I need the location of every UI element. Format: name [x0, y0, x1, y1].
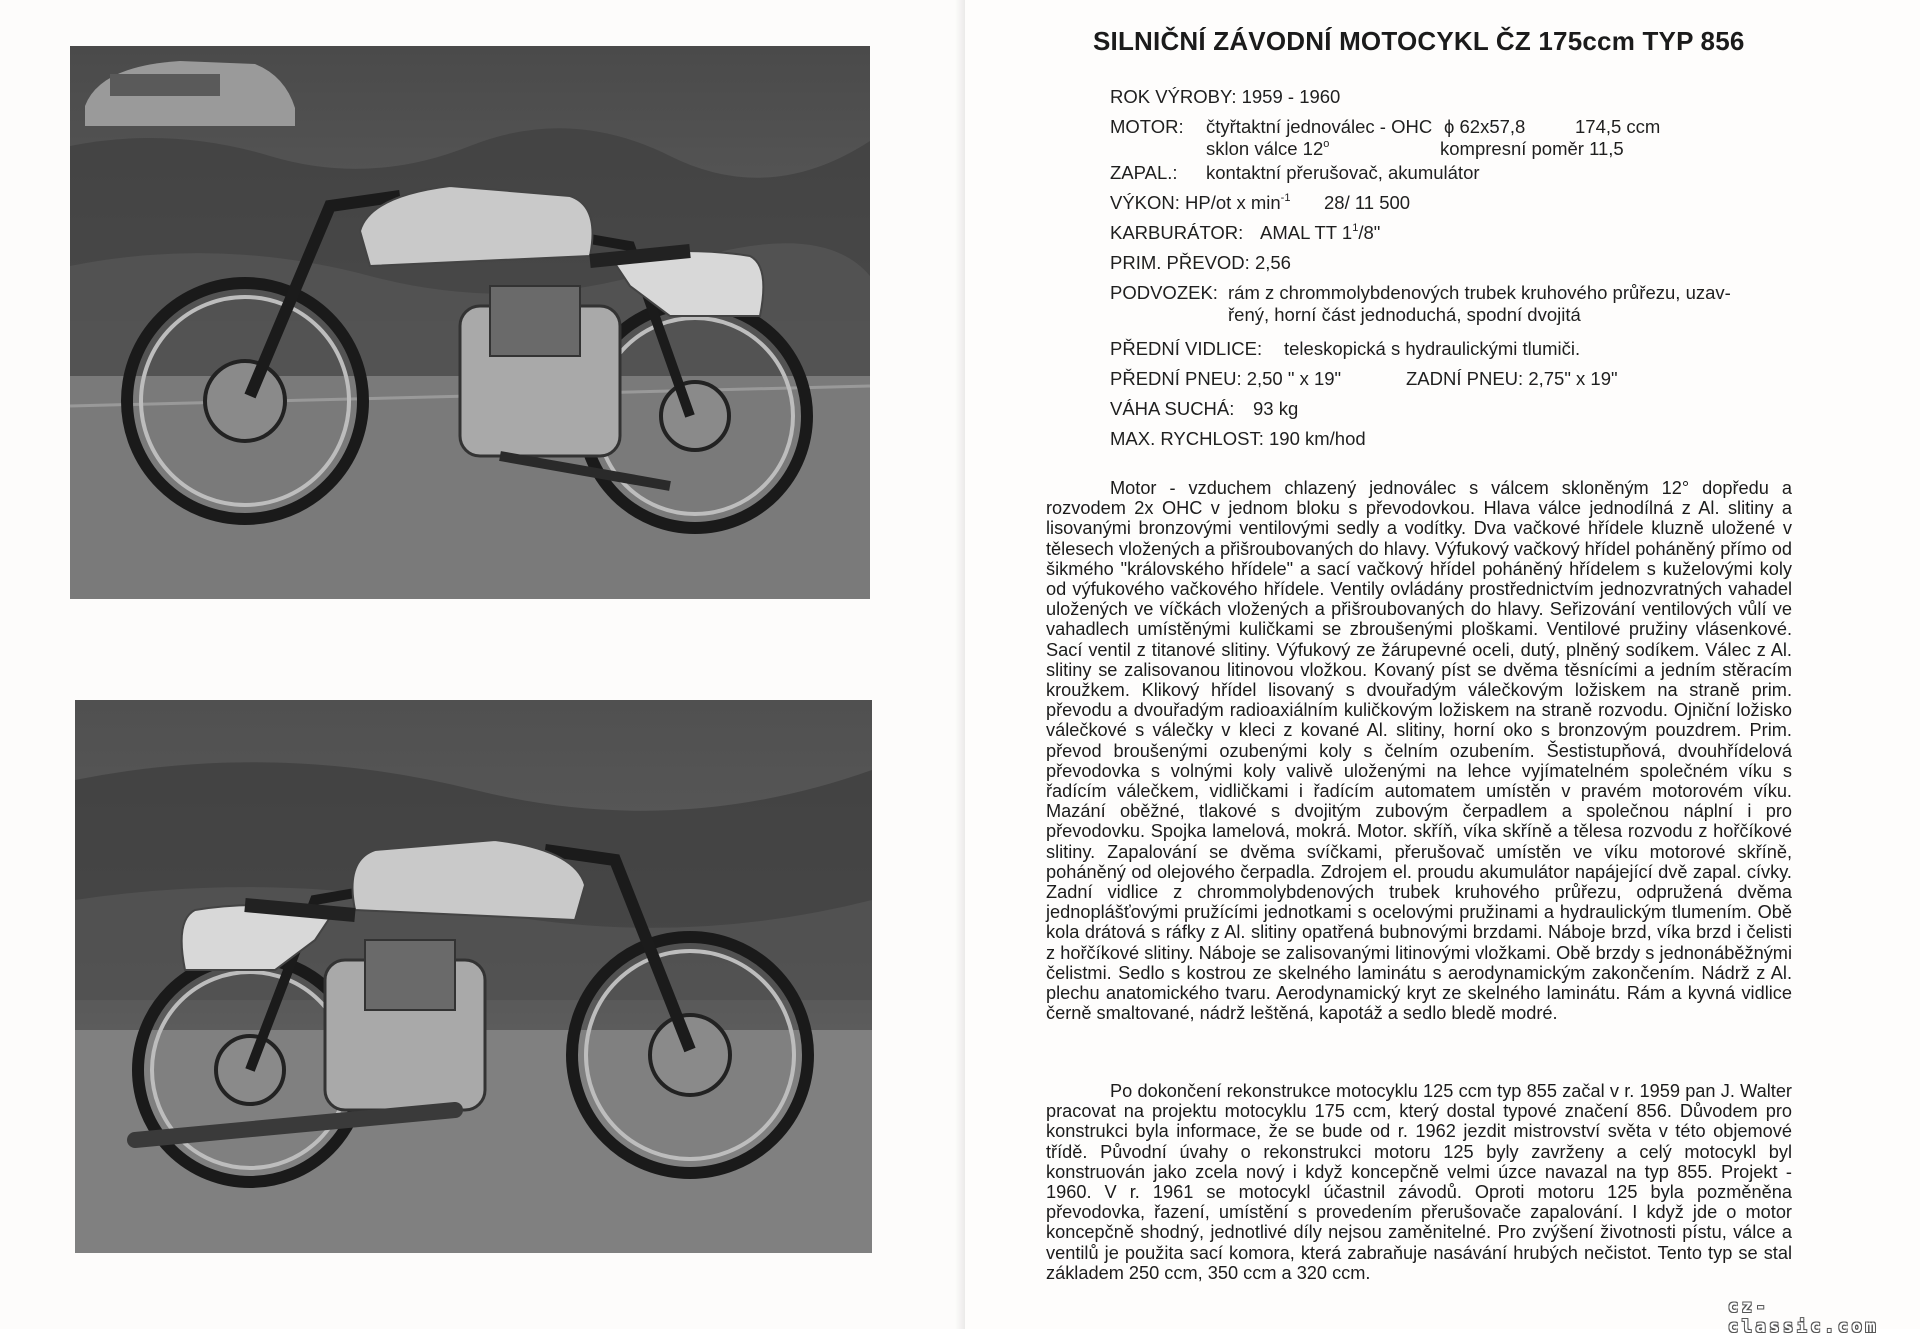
description-paragraph-1	[1046, 478, 1792, 1023]
spec-front-tyre: PŘEDNÍ PNEU: 2,50 " x 19"	[1110, 368, 1342, 389]
motorcycle-photo-side-left	[70, 46, 870, 599]
spec-primary-drive-text: PRIM. PŘEVOD: 2,56	[1110, 252, 1291, 273]
spec-primary-drive	[1110, 254, 1830, 284]
spec-ignition	[1110, 164, 1830, 194]
spec-chassis	[1110, 284, 1830, 340]
spec-motor-tilt-degree: o	[1323, 138, 1330, 150]
spec-weight	[1110, 400, 1830, 430]
motorcycle-illustration	[70, 46, 870, 599]
spec-weight-value: 93 kg	[1253, 398, 1299, 419]
description-paragraph-2	[1046, 1081, 1792, 1283]
spec-motor-bore: ϕ 62x57,8	[1444, 116, 1526, 137]
spec-motor-volume: 174,5 ccm	[1575, 116, 1661, 137]
spec-motor-compression: kompresní poměr 11,5	[1440, 138, 1624, 159]
spec-top-speed-text: MAX. RYCHLOST: 190 km/hod	[1110, 428, 1366, 449]
spec-carburetor-value-wrap	[1260, 224, 1380, 243]
spec-year	[1110, 88, 1830, 118]
site-watermark: cz-classic.com	[1728, 1297, 1880, 1337]
left-page	[0, 0, 965, 1329]
spec-rear-tyre: ZADNÍ PNEU: 2,75" x 19"	[1406, 368, 1618, 389]
spec-ignition-value: kontaktní přerušovač, akumulátor	[1206, 162, 1480, 183]
spec-power-exponent: -1	[1280, 192, 1291, 204]
motorcycle-photo-side-right	[75, 700, 872, 1253]
spec-power-label-wrap	[1110, 194, 1290, 213]
spec-chassis-line2: řený, horní část jednoduchá, spodní dvojitá	[1228, 304, 1581, 325]
spec-ignition-label: ZAPAL.:	[1110, 162, 1178, 183]
spec-carburetor-sup: 1	[1352, 222, 1359, 234]
spec-carburetor	[1110, 224, 1830, 254]
spec-carburetor-tail: /8"	[1358, 222, 1381, 243]
paragraph-1-text: Motor - vzduchem chlazený jednoválec s válcem skloněným 12° dopředu a rozvodem 2x OHC v jednom bloku s převodovkou. Hlava válce jednodílná z Al. slitiny a lisovanými bronzovými ventilovými sedly a vodítky. Dva vačkové hřídele kluzně uložené v tělesech vložených a přišroubovaných do hlavy. Výfukový vačkový hřídel poháněný přímo od šikmého "královského hřídele" a sací vačkový hřídel poháněný hřídelem s kuželovými koly od výfukového vačkového hřídele. Ventily ovládány prostřednictvím jednozvratných vahadel uložených ve víčkách vložených a přišroubovaných do hlavy. Seřizování ventilových vůlí ve vahadlech umístěnými kuličkami se zbroušenými ploškami. Ventilové pružiny vlásenkové. Sací ventil z titanové slitiny. Výfukový ze žárupevné oceli, dutý, plněný sodíkem. Válec z Al. slitiny se zalisovanou litinovou vložkou. Kovaný píst se dvěma těsnícími a jedním stěracím kroužkem. Klikový hřídel lisovaný s dvouřadým válečkovým ložiskem na straně prim. převodu a dvouřadým radioaxiálním kuličkovým ložiskem na straně rozvodu. Ojniční ložisko válečkové s válečky v kleci z kované Al. slitiny, horní oko s bronzovým pouzdrem. Prim. převod broušenými ozubenými koly s čelním ozubením. Šestistupňová, dvouhřídelová převodovka s volnými koly valivě uloženými na lehce vyjímatelném společném víku s řadícím válečkem, vidličkami i řadícím automatem umístěn v pravém motorovém víku. Mazání oběžné, tlakové s dvojitým zubovým čerpadlem a společnou náplní i pro převodovku. Spojka lamelová, mokrá. Motor. skříň, víka skříně a tělesa rozvodu z hořčíkové slitiny. Zapalování se dvěma svíčkami, přerušovač umístěn ve víku motorové skříně, poháněný od olejového čerpadla. Zdrojem el. proudu akumulátor napájející dvě zapal. cívky. Zadní vidlice z chrommolybdenových trubek kruhového průřezu, odpružená dvěma jednoplášťovými pružícími jednotkami s ocelovými pružinami a hydraulickým tlumením. Obě kola drátová s ráfky z Al. slitiny opatřená bubnovými brzdami. Náboje brzd, víka brzd i čelisti z hořčíkové slitiny. Náboje se zalisovanými litinovými vložkami. Obě brzdy s jednonáběžnými čelistmi. Sedlo s kostrou ze skelného laminátu s aerodynamickým zakončením. Nádrž z Al. plechu anatomického tvaru. Aerodynamický kryt ze skelného laminátu. Rám a kyvná vidlice černě smaltované, nádrž leštěná, kapotáž a sedlo bledě modré.	[1046, 478, 1792, 1024]
spec-power-value: 28/ 11 500	[1324, 192, 1411, 213]
spec-power	[1110, 194, 1830, 224]
spec-year-text: ROK VÝROBY: 1959 - 1960	[1110, 86, 1341, 107]
spec-weight-label: VÁHA SUCHÁ:	[1110, 398, 1235, 419]
spec-motor-type: čtyřtaktní jednoválec - OHC	[1206, 116, 1433, 137]
spec-motor-tilt-text: sklon válce 12	[1206, 138, 1324, 159]
spec-motor-label: MOTOR:	[1110, 116, 1184, 137]
spec-chassis-label: PODVOZEK:	[1110, 282, 1218, 303]
spec-chassis-line1: rám z chrommolybdenových trubek kruhového průřezu, uzav-	[1228, 282, 1731, 303]
spec-top-speed	[1110, 430, 1830, 460]
spec-front-fork-label: PŘEDNÍ VIDLICE:	[1110, 338, 1263, 359]
spec-motor	[1110, 118, 1830, 164]
spec-front-fork	[1110, 340, 1830, 370]
spec-power-label: VÝKON: HP/ot x min	[1110, 192, 1281, 213]
spec-carburetor-label: KARBURÁTOR:	[1110, 222, 1244, 243]
spec-tyres	[1110, 370, 1830, 400]
paragraph-2-text: Po dokončení rekonstrukce motocyklu 125 ccm typ 855 začal v r. 1959 pan J. Walter pracovat na projektu motocyklu 175 ccm, který dostal typové značení 856. Důvodem pro konstrukci byla informace, že se bude od r. 1962 jezdit mistrovství světa v této objemové třídě. Původní úvahy o rekonstrukci motoru 125 byly zavrženy a celý motocykl byl konstruován jako zcela nový i když koncepčně velmi úzce navazal na typ 855. Projekt - 1960. V r. 1961 se motocykl účastnil závodů. Oproti motoru 125 byla pozměněna převodovka, řazení, umístění s provedením přerušovače zapalování. I když jde o motor koncepčně shodný, jednotlivé díly nejsou zaměnitelné. Pro zvýšení životnosti pístu, válce a ventilů je použita sací komora, která zabraňuje nasávání hrubých nečistot. Tento typ se stal základem 250 ccm, 350 ccm a 320 ccm.	[1046, 1081, 1792, 1283]
spec-carburetor-value: AMAL TT 1	[1260, 222, 1353, 243]
spec-list	[1110, 88, 1830, 460]
spec-front-fork-value: teleskopická s hydraulickými tlumiči.	[1284, 338, 1581, 359]
motorcycle-illustration-2	[75, 700, 872, 1253]
page-title: SILNIČNÍ ZÁVODNÍ MOTOCYKL ČZ 175ccm TYP 856	[1093, 26, 1745, 56]
spec-motor-tilt	[1206, 140, 1329, 159]
